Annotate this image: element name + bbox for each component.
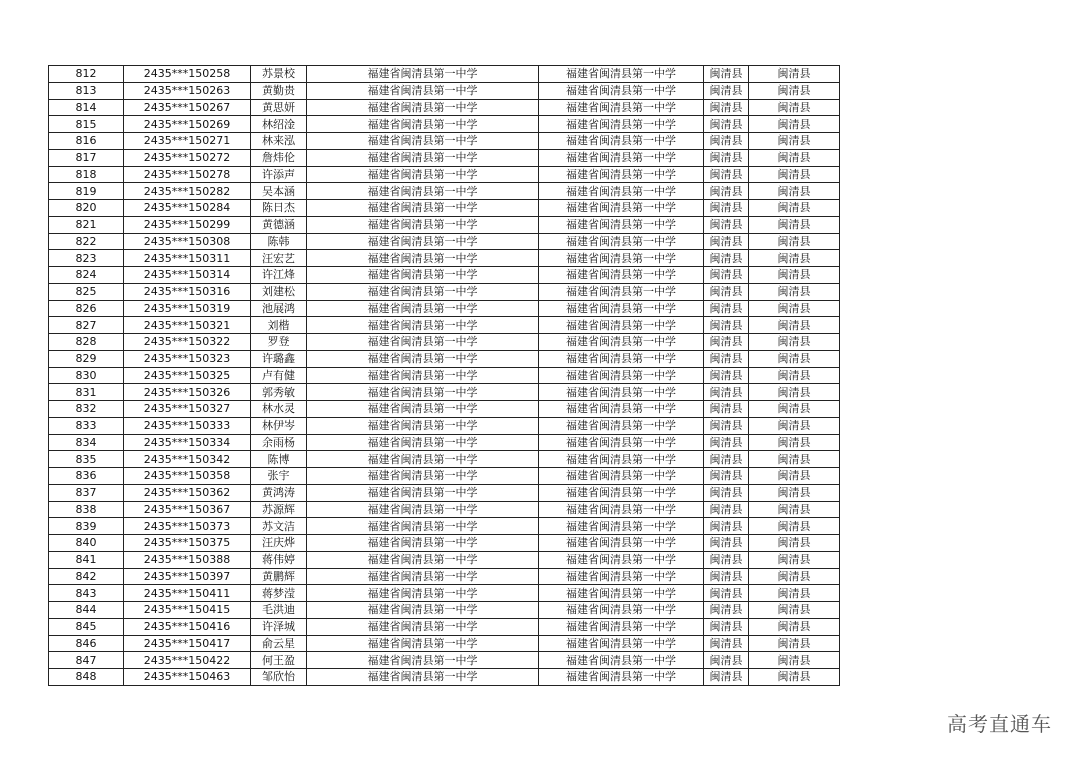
- candidate-id-cell: 2435***150326: [124, 384, 251, 401]
- table-row: [49, 116, 840, 133]
- school-cell: 福建省闽清县第一中学: [307, 300, 539, 317]
- district-cell: 闽清县: [749, 82, 840, 99]
- candidate-id-cell: 2435***150308: [124, 233, 251, 250]
- candidate-id-cell: 2435***150411: [124, 585, 251, 602]
- candidate-id-cell: 2435***150373: [124, 518, 251, 535]
- school-cell: 福建省闽清县第一中学: [307, 568, 539, 585]
- school-cell: 福建省闽清县第一中学: [307, 66, 539, 83]
- candidate-id-cell: 2435***150463: [124, 669, 251, 686]
- row-number-cell: 842: [49, 568, 124, 585]
- name-cell: 许添声: [251, 166, 307, 183]
- county-cell: 闽清县: [704, 602, 749, 619]
- row-number-cell: 826: [49, 300, 124, 317]
- graduating-school-cell: 福建省闽清县第一中学: [539, 417, 704, 434]
- name-cell: 毛洪迪: [251, 602, 307, 619]
- candidate-id-cell: 2435***150316: [124, 283, 251, 300]
- row-number-cell: 821: [49, 216, 124, 233]
- row-number-cell: 845: [49, 618, 124, 635]
- district-cell: 闽清县: [749, 116, 840, 133]
- county-cell: 闽清县: [704, 317, 749, 334]
- graduating-school-cell: 福建省闽清县第一中学: [539, 334, 704, 351]
- district-cell: 闽清县: [749, 468, 840, 485]
- graduating-school-cell: 福建省闽清县第一中学: [539, 618, 704, 635]
- row-number-cell: 825: [49, 283, 124, 300]
- name-cell: 许江烽: [251, 267, 307, 284]
- table-row: [49, 468, 840, 485]
- county-cell: 闽清县: [704, 367, 749, 384]
- county-cell: 闽清县: [704, 166, 749, 183]
- graduating-school-cell: 福建省闽清县第一中学: [539, 484, 704, 501]
- district-cell: 闽清县: [749, 602, 840, 619]
- county-cell: 闽清县: [704, 334, 749, 351]
- name-cell: 黄鹏辉: [251, 568, 307, 585]
- candidate-id-cell: 2435***150416: [124, 618, 251, 635]
- school-cell: 福建省闽清县第一中学: [307, 82, 539, 99]
- county-cell: 闽清县: [704, 149, 749, 166]
- name-cell: 汪庆烨: [251, 535, 307, 552]
- name-cell: 蒋伟婷: [251, 551, 307, 568]
- candidate-id-cell: 2435***150311: [124, 250, 251, 267]
- table-row: [49, 99, 840, 116]
- school-cell: 福建省闽清县第一中学: [307, 635, 539, 652]
- district-cell: 闽清县: [749, 618, 840, 635]
- candidate-id-cell: 2435***150323: [124, 350, 251, 367]
- graduating-school-cell: 福建省闽清县第一中学: [539, 66, 704, 83]
- county-cell: 闽清县: [704, 233, 749, 250]
- candidate-id-cell: 2435***150267: [124, 99, 251, 116]
- row-number-cell: 843: [49, 585, 124, 602]
- graduating-school-cell: 福建省闽清县第一中学: [539, 82, 704, 99]
- name-cell: 詹炜伦: [251, 149, 307, 166]
- district-cell: 闽清县: [749, 133, 840, 150]
- table-row: [49, 367, 840, 384]
- row-number-cell: 818: [49, 166, 124, 183]
- graduating-school-cell: 福建省闽清县第一中学: [539, 585, 704, 602]
- table-row: [49, 451, 840, 468]
- county-cell: 闽清县: [704, 652, 749, 669]
- district-cell: 闽清县: [749, 652, 840, 669]
- row-number-cell: 828: [49, 334, 124, 351]
- name-cell: 林伊岑: [251, 417, 307, 434]
- candidate-id-cell: 2435***150263: [124, 82, 251, 99]
- row-number-cell: 814: [49, 99, 124, 116]
- school-cell: 福建省闽清县第一中学: [307, 652, 539, 669]
- county-cell: 闽清县: [704, 501, 749, 518]
- candidate-id-cell: 2435***150422: [124, 652, 251, 669]
- row-number-cell: 813: [49, 82, 124, 99]
- name-cell: 何王盈: [251, 652, 307, 669]
- table-row: [49, 233, 840, 250]
- roster-table: [48, 65, 840, 686]
- school-cell: 福建省闽清县第一中学: [307, 451, 539, 468]
- graduating-school-cell: 福建省闽清县第一中学: [539, 367, 704, 384]
- school-cell: 福建省闽清县第一中学: [307, 99, 539, 116]
- table-row: [49, 618, 840, 635]
- school-cell: 福建省闽清县第一中学: [307, 183, 539, 200]
- county-cell: 闽清县: [704, 568, 749, 585]
- district-cell: 闽清县: [749, 233, 840, 250]
- name-cell: 许泽城: [251, 618, 307, 635]
- graduating-school-cell: 福建省闽清县第一中学: [539, 401, 704, 418]
- row-number-cell: 831: [49, 384, 124, 401]
- graduating-school-cell: 福建省闽清县第一中学: [539, 434, 704, 451]
- county-cell: 闽清县: [704, 484, 749, 501]
- county-cell: 闽清县: [704, 200, 749, 217]
- district-cell: 闽清县: [749, 149, 840, 166]
- school-cell: 福建省闽清县第一中学: [307, 149, 539, 166]
- county-cell: 闽清县: [704, 250, 749, 267]
- row-number-cell: 844: [49, 602, 124, 619]
- district-cell: 闽清县: [749, 484, 840, 501]
- name-cell: 陈韩: [251, 233, 307, 250]
- graduating-school-cell: 福建省闽清县第一中学: [539, 568, 704, 585]
- table-row: [49, 602, 840, 619]
- graduating-school-cell: 福建省闽清县第一中学: [539, 166, 704, 183]
- school-cell: 福建省闽清县第一中学: [307, 417, 539, 434]
- row-number-cell: 827: [49, 317, 124, 334]
- school-cell: 福建省闽清县第一中学: [307, 602, 539, 619]
- county-cell: 闽清县: [704, 116, 749, 133]
- county-cell: 闽清县: [704, 618, 749, 635]
- name-cell: 林水灵: [251, 401, 307, 418]
- name-cell: 林来泓: [251, 133, 307, 150]
- row-number-cell: 836: [49, 468, 124, 485]
- graduating-school-cell: 福建省闽清县第一中学: [539, 317, 704, 334]
- school-cell: 福建省闽清县第一中学: [307, 551, 539, 568]
- name-cell: 郭秀敏: [251, 384, 307, 401]
- school-cell: 福建省闽清县第一中学: [307, 669, 539, 686]
- name-cell: 黄思妍: [251, 99, 307, 116]
- graduating-school-cell: 福建省闽清县第一中学: [539, 283, 704, 300]
- name-cell: 汪宏艺: [251, 250, 307, 267]
- candidate-id-cell: 2435***150342: [124, 451, 251, 468]
- name-cell: 吴本涵: [251, 183, 307, 200]
- table-row: [49, 300, 840, 317]
- district-cell: 闽清县: [749, 384, 840, 401]
- district-cell: 闽清县: [749, 568, 840, 585]
- school-cell: 福建省闽清县第一中学: [307, 133, 539, 150]
- school-cell: 福建省闽清县第一中学: [307, 233, 539, 250]
- district-cell: 闽清县: [749, 551, 840, 568]
- candidate-id-cell: 2435***150284: [124, 200, 251, 217]
- candidate-id-cell: 2435***150333: [124, 417, 251, 434]
- district-cell: 闽清县: [749, 183, 840, 200]
- school-cell: 福建省闽清县第一中学: [307, 401, 539, 418]
- candidate-id-cell: 2435***150322: [124, 334, 251, 351]
- candidate-id-cell: 2435***150282: [124, 183, 251, 200]
- row-number-cell: 841: [49, 551, 124, 568]
- district-cell: 闽清县: [749, 166, 840, 183]
- district-cell: 闽清县: [749, 434, 840, 451]
- graduating-school-cell: 福建省闽清县第一中学: [539, 635, 704, 652]
- school-cell: 福建省闽清县第一中学: [307, 350, 539, 367]
- table-row: [49, 334, 840, 351]
- graduating-school-cell: 福建省闽清县第一中学: [539, 149, 704, 166]
- county-cell: 闽清县: [704, 417, 749, 434]
- county-cell: 闽清县: [704, 66, 749, 83]
- school-cell: 福建省闽清县第一中学: [307, 501, 539, 518]
- candidate-id-cell: 2435***150397: [124, 568, 251, 585]
- county-cell: 闽清县: [704, 518, 749, 535]
- candidate-id-cell: 2435***150334: [124, 434, 251, 451]
- table-row: [49, 216, 840, 233]
- row-number-cell: 837: [49, 484, 124, 501]
- district-cell: 闽清县: [749, 350, 840, 367]
- district-cell: 闽清县: [749, 334, 840, 351]
- school-cell: 福建省闽清县第一中学: [307, 200, 539, 217]
- candidate-id-cell: 2435***150327: [124, 401, 251, 418]
- table-row: [49, 283, 840, 300]
- row-number-cell: 817: [49, 149, 124, 166]
- table-row: [49, 484, 840, 501]
- candidate-id-cell: 2435***150321: [124, 317, 251, 334]
- graduating-school-cell: 福建省闽清县第一中学: [539, 669, 704, 686]
- graduating-school-cell: 福建省闽清县第一中学: [539, 99, 704, 116]
- table-row: [49, 652, 840, 669]
- candidate-id-cell: 2435***150269: [124, 116, 251, 133]
- name-cell: 苏源辉: [251, 501, 307, 518]
- county-cell: 闽清县: [704, 133, 749, 150]
- district-cell: 闽清县: [749, 417, 840, 434]
- table-row: [49, 183, 840, 200]
- row-number-cell: 847: [49, 652, 124, 669]
- name-cell: 苏景校: [251, 66, 307, 83]
- county-cell: 闽清县: [704, 183, 749, 200]
- candidate-id-cell: 2435***150375: [124, 535, 251, 552]
- table-row: [49, 635, 840, 652]
- row-number-cell: 815: [49, 116, 124, 133]
- row-number-cell: 832: [49, 401, 124, 418]
- county-cell: 闽清县: [704, 384, 749, 401]
- district-cell: 闽清县: [749, 99, 840, 116]
- row-number-cell: 830: [49, 367, 124, 384]
- row-number-cell: 824: [49, 267, 124, 284]
- graduating-school-cell: 福建省闽清县第一中学: [539, 468, 704, 485]
- school-cell: 福建省闽清县第一中学: [307, 367, 539, 384]
- table-row: [49, 384, 840, 401]
- district-cell: 闽清县: [749, 66, 840, 83]
- row-number-cell: 823: [49, 250, 124, 267]
- county-cell: 闽清县: [704, 434, 749, 451]
- graduating-school-cell: 福建省闽清县第一中学: [539, 250, 704, 267]
- candidate-id-cell: 2435***150362: [124, 484, 251, 501]
- graduating-school-cell: 福建省闽清县第一中学: [539, 183, 704, 200]
- candidate-id-cell: 2435***150319: [124, 300, 251, 317]
- graduating-school-cell: 福建省闽清县第一中学: [539, 116, 704, 133]
- school-cell: 福建省闽清县第一中学: [307, 434, 539, 451]
- table-row: [49, 501, 840, 518]
- graduating-school-cell: 福建省闽清县第一中学: [539, 267, 704, 284]
- table-row: [49, 417, 840, 434]
- school-cell: 福建省闽清县第一中学: [307, 116, 539, 133]
- candidate-id-cell: 2435***150325: [124, 367, 251, 384]
- table-row: [49, 267, 840, 284]
- county-cell: 闽清县: [704, 350, 749, 367]
- district-cell: 闽清县: [749, 401, 840, 418]
- name-cell: 黄勤贵: [251, 82, 307, 99]
- graduating-school-cell: 福建省闽清县第一中学: [539, 451, 704, 468]
- county-cell: 闽清县: [704, 216, 749, 233]
- table-row: [49, 250, 840, 267]
- graduating-school-cell: 福建省闽清县第一中学: [539, 300, 704, 317]
- table-row: [49, 66, 840, 83]
- row-number-cell: 819: [49, 183, 124, 200]
- district-cell: 闽清县: [749, 250, 840, 267]
- school-cell: 福建省闽清县第一中学: [307, 384, 539, 401]
- district-cell: 闽清县: [749, 669, 840, 686]
- candidate-id-cell: 2435***150299: [124, 216, 251, 233]
- county-cell: 闽清县: [704, 401, 749, 418]
- candidate-id-cell: 2435***150367: [124, 501, 251, 518]
- table-row: [49, 133, 840, 150]
- name-cell: 池展鸿: [251, 300, 307, 317]
- county-cell: 闽清县: [704, 451, 749, 468]
- school-cell: 福建省闽清县第一中学: [307, 166, 539, 183]
- graduating-school-cell: 福建省闽清县第一中学: [539, 551, 704, 568]
- county-cell: 闽清县: [704, 669, 749, 686]
- school-cell: 福建省闽清县第一中学: [307, 535, 539, 552]
- name-cell: 许璐鑫: [251, 350, 307, 367]
- row-number-cell: 835: [49, 451, 124, 468]
- candidate-id-cell: 2435***150314: [124, 267, 251, 284]
- county-cell: 闽清县: [704, 99, 749, 116]
- county-cell: 闽清县: [704, 635, 749, 652]
- district-cell: 闽清县: [749, 518, 840, 535]
- name-cell: 邹欣怡: [251, 669, 307, 686]
- name-cell: 陈日杰: [251, 200, 307, 217]
- name-cell: 黄鸿涛: [251, 484, 307, 501]
- row-number-cell: 820: [49, 200, 124, 217]
- row-number-cell: 834: [49, 434, 124, 451]
- district-cell: 闽清县: [749, 585, 840, 602]
- candidate-id-cell: 2435***150271: [124, 133, 251, 150]
- county-cell: 闽清县: [704, 585, 749, 602]
- district-cell: 闽清县: [749, 283, 840, 300]
- graduating-school-cell: 福建省闽清县第一中学: [539, 652, 704, 669]
- name-cell: 陈博: [251, 451, 307, 468]
- row-number-cell: 848: [49, 669, 124, 686]
- candidate-id-cell: 2435***150388: [124, 551, 251, 568]
- school-cell: 福建省闽清县第一中学: [307, 468, 539, 485]
- school-cell: 福建省闽清县第一中学: [307, 518, 539, 535]
- table-row: [49, 434, 840, 451]
- school-cell: 福建省闽清县第一中学: [307, 283, 539, 300]
- district-cell: 闽清县: [749, 267, 840, 284]
- school-cell: 福建省闽清县第一中学: [307, 216, 539, 233]
- row-number-cell: 838: [49, 501, 124, 518]
- name-cell: 刘楷: [251, 317, 307, 334]
- graduating-school-cell: 福建省闽清县第一中学: [539, 200, 704, 217]
- name-cell: 蒋梦滢: [251, 585, 307, 602]
- table-row: [49, 535, 840, 552]
- name-cell: 张宇: [251, 468, 307, 485]
- district-cell: 闽清县: [749, 535, 840, 552]
- school-cell: 福建省闽清县第一中学: [307, 317, 539, 334]
- district-cell: 闽清县: [749, 317, 840, 334]
- name-cell: 苏文洁: [251, 518, 307, 535]
- graduating-school-cell: 福建省闽清县第一中学: [539, 350, 704, 367]
- watermark: 高考直通车: [947, 712, 1052, 736]
- row-number-cell: 816: [49, 133, 124, 150]
- name-cell: 罗登: [251, 334, 307, 351]
- county-cell: 闽清县: [704, 535, 749, 552]
- graduating-school-cell: 福建省闽清县第一中学: [539, 535, 704, 552]
- name-cell: 余雨杨: [251, 434, 307, 451]
- table-row: [49, 401, 840, 418]
- county-cell: 闽清县: [704, 551, 749, 568]
- school-cell: 福建省闽清县第一中学: [307, 618, 539, 635]
- name-cell: 刘建松: [251, 283, 307, 300]
- candidate-id-cell: 2435***150358: [124, 468, 251, 485]
- candidate-id-cell: 2435***150258: [124, 66, 251, 83]
- district-cell: 闽清县: [749, 200, 840, 217]
- school-cell: 福建省闽清县第一中学: [307, 484, 539, 501]
- graduating-school-cell: 福建省闽清县第一中学: [539, 384, 704, 401]
- candidate-id-cell: 2435***150272: [124, 149, 251, 166]
- candidate-id-cell: 2435***150278: [124, 166, 251, 183]
- table-row: [49, 317, 840, 334]
- graduating-school-cell: 福建省闽清县第一中学: [539, 233, 704, 250]
- table-row: [49, 149, 840, 166]
- candidate-id-cell: 2435***150415: [124, 602, 251, 619]
- county-cell: 闽清县: [704, 300, 749, 317]
- table-row: [49, 82, 840, 99]
- name-cell: 俞云星: [251, 635, 307, 652]
- table-row: [49, 669, 840, 686]
- graduating-school-cell: 福建省闽清县第一中学: [539, 216, 704, 233]
- table-row: [49, 350, 840, 367]
- candidate-id-cell: 2435***150417: [124, 635, 251, 652]
- row-number-cell: 846: [49, 635, 124, 652]
- graduating-school-cell: 福建省闽清县第一中学: [539, 133, 704, 150]
- district-cell: 闽清县: [749, 635, 840, 652]
- row-number-cell: 829: [49, 350, 124, 367]
- district-cell: 闽清县: [749, 451, 840, 468]
- graduating-school-cell: 福建省闽清县第一中学: [539, 501, 704, 518]
- county-cell: 闽清县: [704, 82, 749, 99]
- table-row: [49, 585, 840, 602]
- table-row: [49, 551, 840, 568]
- county-cell: 闽清县: [704, 267, 749, 284]
- roster-body: [49, 66, 840, 686]
- row-number-cell: 839: [49, 518, 124, 535]
- name-cell: 黄德涵: [251, 216, 307, 233]
- county-cell: 闽清县: [704, 283, 749, 300]
- row-number-cell: 840: [49, 535, 124, 552]
- table-row: [49, 166, 840, 183]
- district-cell: 闽清县: [749, 501, 840, 518]
- graduating-school-cell: 福建省闽清县第一中学: [539, 602, 704, 619]
- name-cell: 林绍淦: [251, 116, 307, 133]
- school-cell: 福建省闽清县第一中学: [307, 250, 539, 267]
- district-cell: 闽清县: [749, 216, 840, 233]
- name-cell: 卢有健: [251, 367, 307, 384]
- row-number-cell: 833: [49, 417, 124, 434]
- row-number-cell: 822: [49, 233, 124, 250]
- table-row: [49, 568, 840, 585]
- district-cell: 闽清县: [749, 300, 840, 317]
- school-cell: 福建省闽清县第一中学: [307, 334, 539, 351]
- table-row: [49, 518, 840, 535]
- row-number-cell: 812: [49, 66, 124, 83]
- graduating-school-cell: 福建省闽清县第一中学: [539, 518, 704, 535]
- school-cell: 福建省闽清县第一中学: [307, 267, 539, 284]
- district-cell: 闽清县: [749, 367, 840, 384]
- county-cell: 闽清县: [704, 468, 749, 485]
- table-row: [49, 200, 840, 217]
- school-cell: 福建省闽清县第一中学: [307, 585, 539, 602]
